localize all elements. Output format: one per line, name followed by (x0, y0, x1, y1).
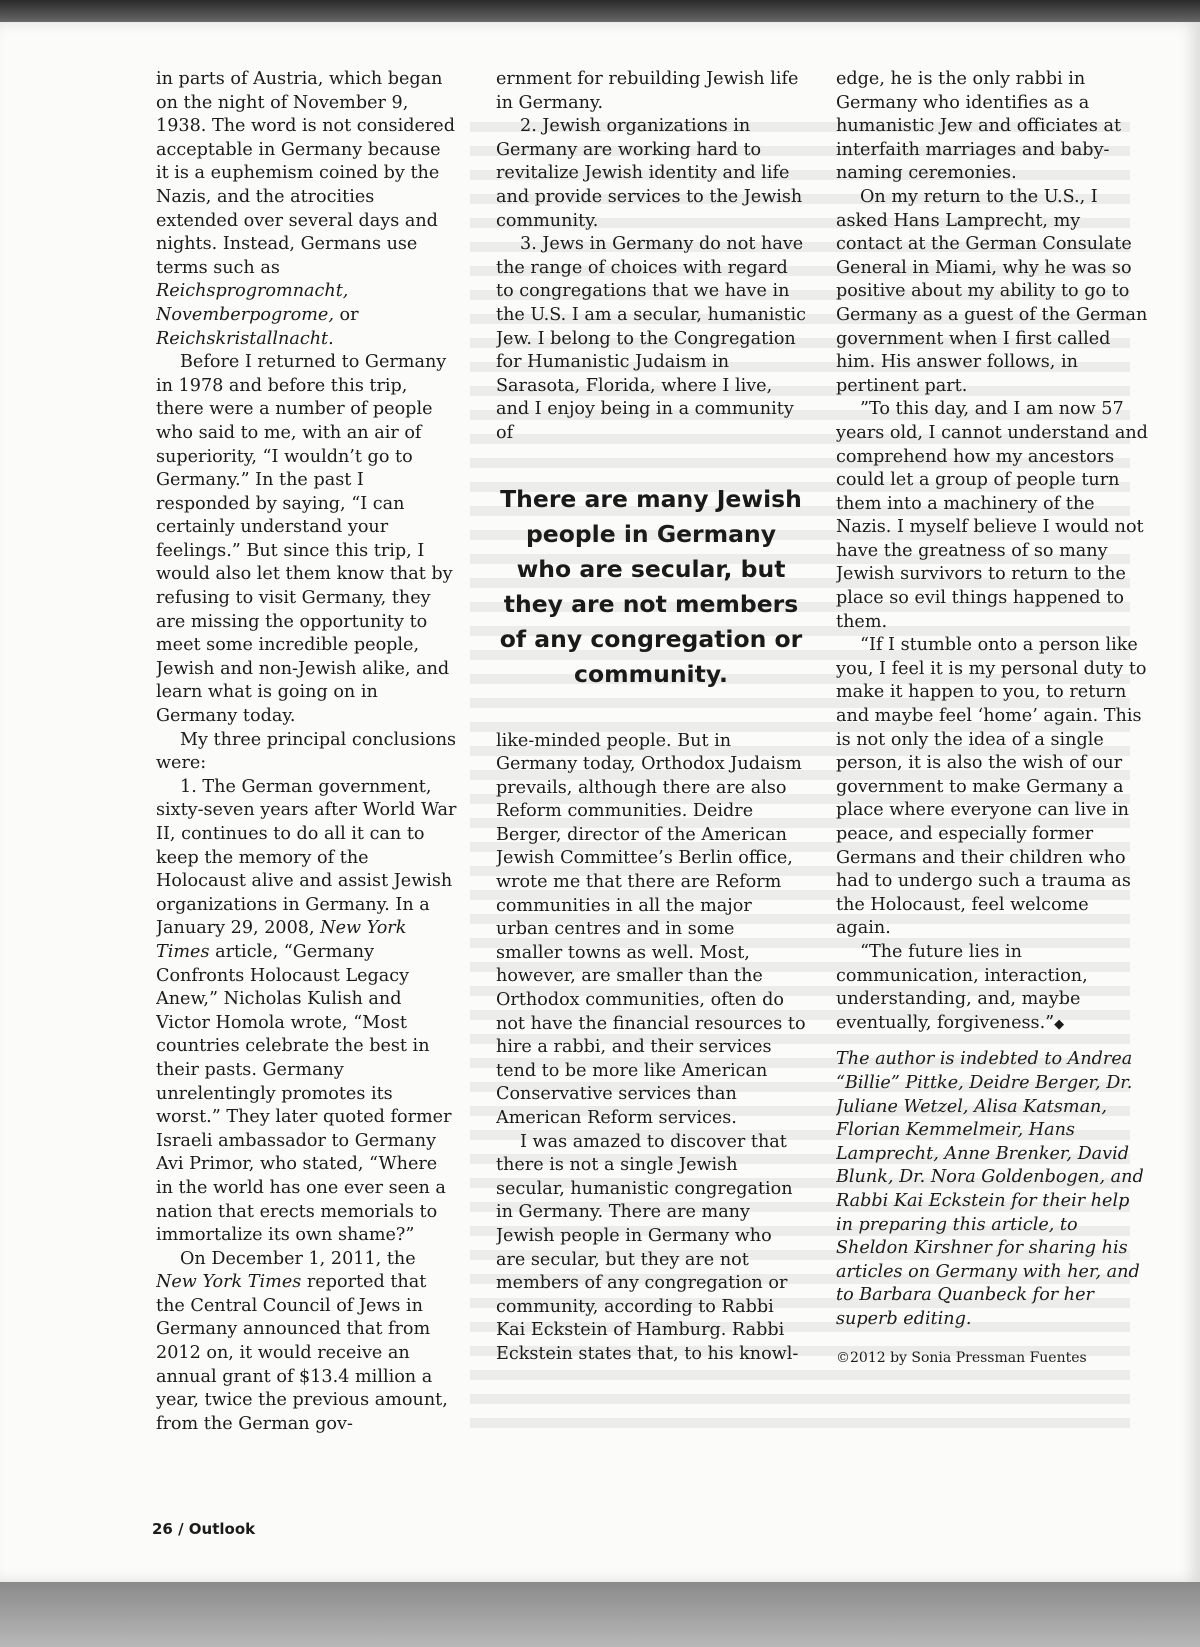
text-column-2 (496, 68, 806, 1468)
page-footer: 26 / Outlook (152, 1520, 256, 1538)
paragraph: 2. Jewish organizations in Germany are working hard to revitalize Jewish identity and life and provide services to the Jewish community. (496, 116, 803, 231)
copyright-line: ©2012 by Sonia Pressman Fuentes (836, 1350, 1087, 1367)
paragraph: Before I returned to Germany in 1978 and before this trip, there were a number of people who said to me, with an air of superiority, “I wouldn’t go to Germany.” In the past I responded by saying, “I can certainly understand your feelings.” But since this trip, I would also let them know that by refusing to visit Germany, they are missing the opportunity to meet some incredible people, Jewish and non-Jewish alike, and learn what is going on in Germany today. (156, 352, 453, 727)
acknowledgement: The author is indebted to Andrea “Billie” Pittke, Deidre Berger, Dr. Juliane Wetzel, Alisa Katsman, Florian Kemmelmeir, Hans Lamprecht, Anne Brenker, David Blunk, Dr. Nora Goldenbogen, and Rabbi Kai Eckstein for their help in preparing this article, to Sheldon Kirshner for sharing his articles on Germany with her, and to Barbara Quanbeck for her superb editing. (836, 1049, 1144, 1329)
paragraph: I was amazed to discover that there is not a single Jewish secular, humanistic congregation in Germany. There are many Jewish people in Germany who are secular, but they are not members of any congregation or community, according to Rabbi Kai Eckstein of Hamburg. Rabbi Eckstein states that, to his knowl- (496, 1131, 799, 1364)
paragraph: “If I stumble onto a person like you, I feel it is my personal duty to make it happen to you, to return and maybe feel ‘home’ again. This is not only the idea of a single person, it is also the wish of our government to make Germany a place where everyone can live in peace, and especially former Germans and their children who had to undergo such a trauma as the Holocaust, feel welcome again. (836, 635, 1147, 939)
paragraph: “The future lies in communication, interaction, understanding, and, maybe eventually, forgiveness.”◆ (836, 941, 1088, 1033)
paragraph: My three principal conclusions were: (156, 729, 457, 774)
paragraph: On my return to the U.S., I asked Hans Lamprecht, my contact at the German Consulate General in Miami, why he was so positive about my ability to go to Germany as a guest of the German government when I first called him. His answer follows, in pertinent part. (836, 186, 1148, 396)
paragraph: ernment for rebuilding Jewish life in Germany. (496, 69, 799, 113)
paragraph: edge, he is the only rabbi in Germany who identifies as a humanistic Jew and officiates at interfaith marriages and baby-naming ceremonies. (836, 69, 1122, 184)
text-column-1 (156, 68, 458, 1468)
scanner-edge-bottom (0, 1582, 1200, 1647)
paragraph: On December 1, 2011, the New York Times reported that the Central Council of Jews in Germany announced that from 2012 on, it would receive an annual grant of $13.4 million a year, twice the previous amount, from the German gov- (156, 1248, 448, 1434)
paragraph: 3. Jews in Germany do not have the range of choices with regard to congregations that we have in the U.S. I am a secular, humanistic Jew. I belong to the Congregation for Humanistic Judaism in Sarasota, Florida, where I live, and I enjoy being in a community of (496, 234, 806, 443)
paragraph: like-minded people. But in Germany today, Orthodox Judaism prevails, although there are also Reform communities. Deidre Berger, director of the American Jewish Committee’s Berlin office, wrote me that there are Reform communities in all the major urban centres and in some smaller towns as well. Most, however, are smaller than the Orthodox communities, often do not have the financial resources to hire a rabbi, and their services tend to be more like American Conservative services than American Reform services. (496, 730, 806, 1128)
paragraph: in parts of Austria, which began on the night of November 9, 1938. The word is not considered acceptable in Germany because it is a euphemism coined by the Nazis, and the atrocities extended over several days and nights. Instead, Germans use terms such as Reichsprogromnacht, Novemberpogrome, or Reichskristallnacht. (156, 69, 455, 349)
end-mark-icon: ◆ (1054, 1016, 1065, 1032)
paragraph: ”To this day, and I am now 57 years old, I cannot understand and comprehend how my ancestors could let a group of people turn them into a machinery of the Nazis. I myself believe I would not have the greatness of so many Jewish survivors to return to the place so evil things happened to them. (836, 399, 1148, 632)
text-column-3 (836, 68, 1148, 1468)
pull-quote: There are many Jewish people in Germany who are secular, but they are not members of any congregation or community. (499, 484, 803, 688)
paragraph: 1. The German government, sixty-seven years after World War II, continues to do all it can to keep the memory of the Holocaust alive and assist Jewish organizations in Germany. In a January 29, 2008, New York Times article, “Germany Confronts Holocaust Legacy Anew,” Nicholas Kulish and Victor Homola wrote, “Most countries celebrate the best in their pasts. Germany unrelentingly promotes its worst.” They later quoted former Israeli ambassador to Germany Avi Primor, who stated, “Where in the world has one ever seen a nation that erects memorials to immortalize its own shame?” (156, 776, 457, 1246)
